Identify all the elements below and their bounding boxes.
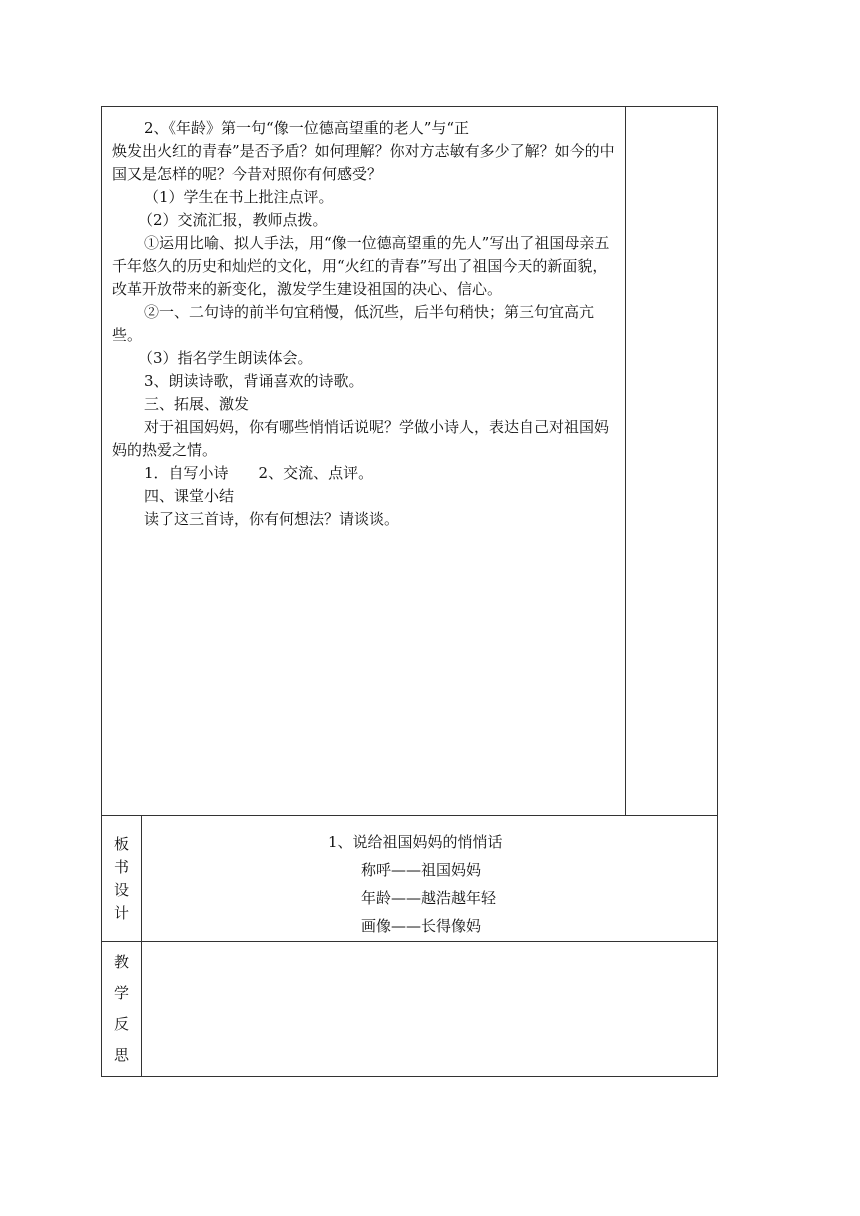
lesson-text (102, 107, 625, 531)
lesson-content-cell (102, 107, 626, 816)
label-char: 思 (113, 1046, 129, 1064)
paragraph: 2、《年龄》第一句“像一位德高望重的老人”与“正 (144, 119, 470, 137)
paragraph: 四、课堂小结 (144, 487, 235, 505)
board-design-content (142, 816, 717, 940)
board-design-label-cell (102, 816, 142, 942)
paragraph: ①运用比喻、拟人手法，用“像一位德高望重的先人”写出了祖国母亲五千年悠久的历史和灿烂的文化，用“火红的青春”写出了祖国今天的新面貌，改革开放带来的新变化，激发学生建设祖国的决心、信心。 (112, 234, 610, 298)
label-char: 书 (113, 857, 129, 876)
lesson-content-row (102, 107, 718, 816)
board-design-content-cell (142, 816, 718, 942)
board-line: 年龄——越浩越年轻 (361, 889, 497, 907)
board-design-row (102, 816, 718, 942)
reflection-label-cell (102, 942, 142, 1077)
notes-column-cell (626, 107, 718, 816)
board-line: 称呼——祖国妈妈 (361, 861, 482, 879)
label-char: 学 (113, 984, 129, 1002)
paragraph: 三、拓展、激发 (144, 395, 250, 413)
label-char: 计 (113, 903, 129, 922)
label-char: 设 (113, 880, 129, 899)
reflection-content-cell (142, 942, 718, 1077)
paragraph: 对于祖国妈妈，你有哪些悄悄话说呢？学做小诗人，表达自己对祖国妈妈的热爱之情。 (112, 418, 610, 459)
paragraph: （1）学生在书上批注点评。 (144, 188, 334, 206)
reflection-label (102, 947, 141, 1071)
board-title: 1、说给祖国妈妈的悄悄话 (328, 833, 503, 851)
paragraph: 3、朗读诗歌，背诵喜欢的诗歌。 (144, 372, 364, 390)
paragraph: 焕发出火红的青春”是否予盾？如何理解？你对方志敏有多少了解？如今的中国又是怎样的呢？今昔对照你有何感受？ (112, 142, 615, 183)
label-char: 教 (113, 953, 129, 971)
board-design-label (102, 833, 141, 925)
lesson-plan-table (101, 106, 718, 1077)
label-char: 反 (113, 1015, 129, 1033)
paragraph: 1．自写小诗 2、交流、点评。 (144, 464, 374, 482)
label-char: 板 (113, 834, 129, 853)
reflection-row (102, 942, 718, 1077)
paragraph: 读了这三首诗，你有何想法？请谈谈。 (144, 510, 400, 528)
paragraph: （2）交流汇报，教师点拨。 (138, 211, 328, 229)
paragraph: （3）指名学生朗读体会。 (138, 349, 313, 367)
board-line: 画像——长得像妈 (361, 917, 482, 935)
paragraph: ②一、二句诗的前半句宜稍慢，低沉些，后半句稍快；第三句宜高亢些。 (112, 303, 595, 344)
